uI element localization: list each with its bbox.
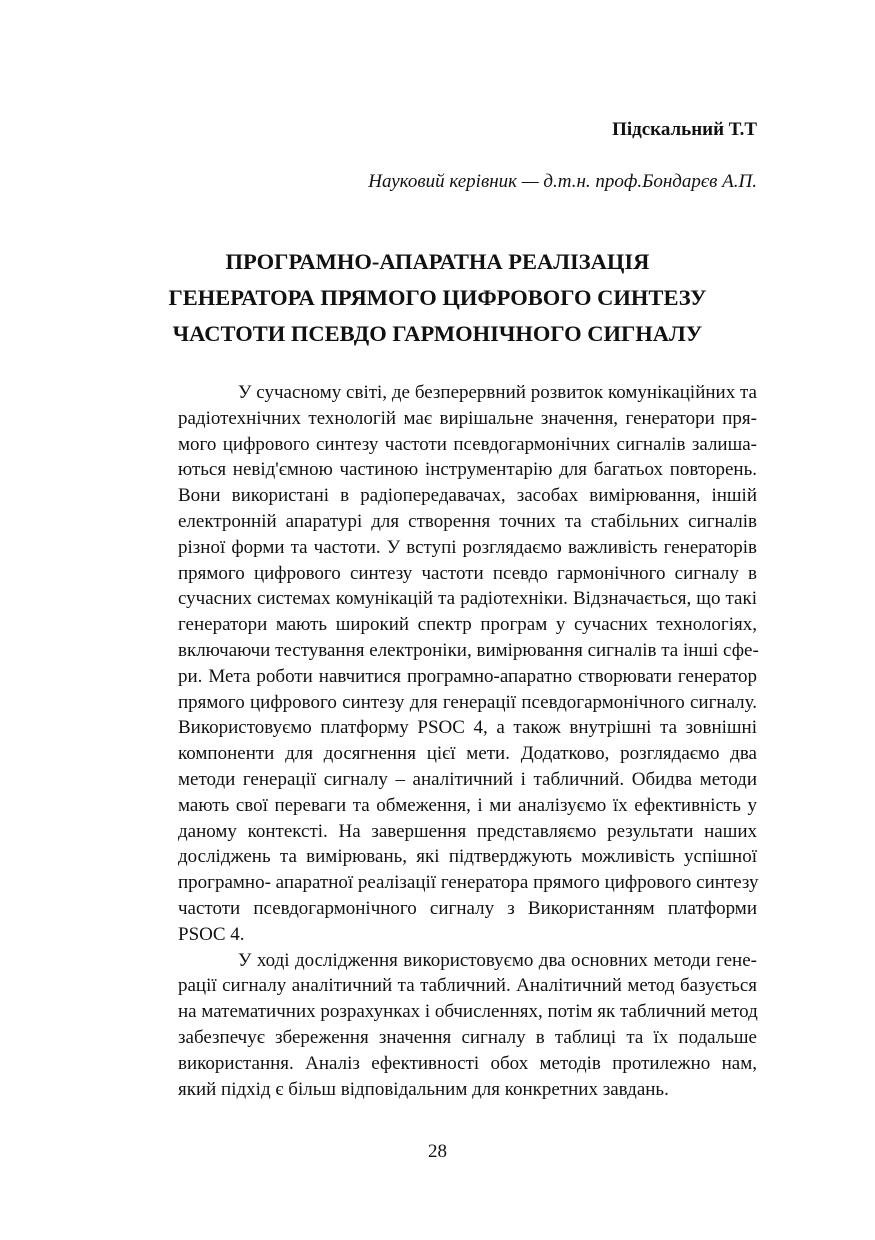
- text-line: досліджень та вимірювань, які підтверджують можливість успішної: [178, 846, 757, 868]
- paragraph-2: [118, 948, 757, 1103]
- text-line: на математичних розрахунках і обчисленнях, потім як табличний метод: [178, 1001, 758, 1023]
- text-line: методи генерації сигналу – аналітичний і табличний. Обидва методи: [178, 768, 757, 790]
- text-line: забезпечує збереження значення сигналу в таблиці та їх подальше: [178, 1026, 757, 1048]
- text-line: використання. Аналіз ефективності обох методів протилежно нам,: [178, 1052, 757, 1074]
- text-line: мають свої переваги та обмеження, і ми аналізуємо їх ефективність у: [178, 794, 757, 816]
- text-line: прямого цифрового синтезу для генерації псевдогармонічного сигналу.: [178, 691, 757, 713]
- title-line: ПРОГРАМНО-АПАРАТНА РЕАЛІЗАЦІЯ: [225, 249, 650, 274]
- text-line: рації сигналу аналітичний та табличний. Аналітичний метод базується: [178, 975, 757, 997]
- article-body: [118, 380, 757, 1102]
- text-line: компоненти для досягнення цієї мети. Додатково, розглядаємо два: [178, 743, 757, 765]
- title-line: ЧАСТОТИ ПСЕВДО ГАРМОНІЧНОГО СИГНАЛУ: [172, 321, 703, 346]
- text-line: мого цифрового синтезу частоти псевдогармонічних сигналів залиша-: [178, 433, 757, 455]
- text-line: ри. Мета роботи навчитися програмно-апаратно створювати генератор: [178, 665, 757, 687]
- text-line: Вони використані в радіопередавачах, засобах вимірювання, іншій: [178, 485, 757, 507]
- text-line: даному контексті. На завершення представляємо результати наших: [178, 820, 757, 842]
- text-line: ються невід'ємною частиною інструментарію для багатьох повторень.: [178, 459, 757, 481]
- text-line: який підхід є більш відповідальним для конкретних завдань.: [178, 1078, 669, 1100]
- text-line: У ході дослідження використовуємо два основних методи гене-: [238, 949, 757, 971]
- page-number: 28: [428, 1141, 447, 1162]
- text-line: радіотехнічних технологій має вирішальне значення, генератори пря-: [178, 407, 757, 429]
- text-line: Використовуємо платформу PSOC 4, а також внутрішні та зовнішні: [178, 717, 757, 739]
- title-line: ГЕНЕРАТОРА ПРЯМОГО ЦИФРОВОГО СИНТЕЗУ: [168, 285, 707, 310]
- text-line: частоти псевдогармонічного сигналу з Використанням платформи: [178, 897, 757, 919]
- scientific-advisor: Науковий керівник — д.т.н. проф.Бондарєв А.П.: [368, 171, 757, 192]
- text-line: електронній апаратурі для створення точних та стабільних сигналів: [178, 510, 757, 532]
- paragraph-1: [118, 380, 757, 948]
- text-line: PSOC 4.: [178, 923, 245, 945]
- article-title: [118, 244, 757, 352]
- text-line: У сучасному світі, де безперервний розвиток комунікаційних та: [238, 382, 757, 403]
- text-line: прямого цифрового синтезу частоти псевдо гармонічного сигналу в: [178, 562, 757, 584]
- text-line: програмно- апаратної реалізації генератора прямого цифрового синтезу: [178, 872, 759, 894]
- text-line: включаючи тестування електроніки, вимірювання сигналів та інші сфе-: [178, 639, 759, 661]
- text-line: генератори мають широкий спектр програм у сучасних технологіях,: [178, 614, 757, 636]
- author-name: Підскальний Т.Т: [612, 119, 757, 140]
- text-line: сучасних системах комунікацій та радіотехніки. Відзначається, що такі: [178, 588, 757, 610]
- text-line: різної форми та частоти. У вступі розглядаємо важливість генераторів: [178, 536, 757, 558]
